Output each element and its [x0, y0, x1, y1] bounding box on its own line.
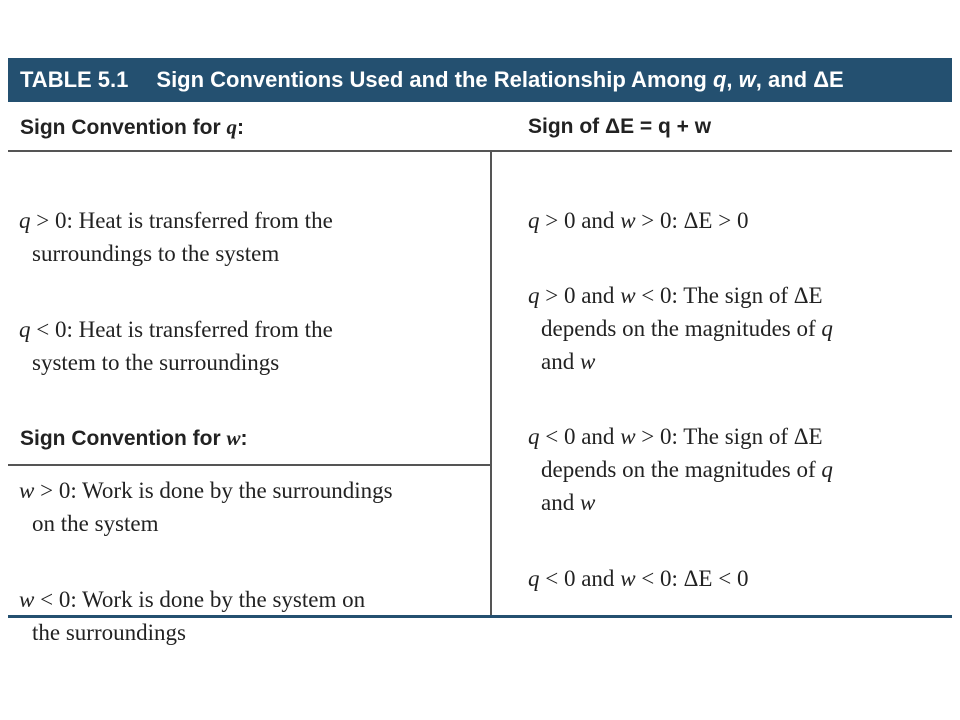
var-q: q: [821, 316, 833, 341]
table-title: [156, 67, 843, 93]
entry-text: and: [541, 349, 580, 374]
entry-text: < 0: ΔE < 0: [635, 566, 749, 591]
entry-text: < 0: Heat is transferred from the: [30, 317, 333, 342]
entry-text-cont: [528, 345, 833, 378]
var-q: q: [19, 317, 31, 342]
title-q: q: [712, 67, 727, 92]
entry-text: < 0 and: [539, 566, 621, 591]
entry-text: depends on the magnitudes of: [541, 316, 822, 341]
entry-text-cont: [528, 486, 833, 519]
header-var: q: [226, 115, 237, 139]
header-sign-convention-w: [20, 426, 248, 451]
var-w: w: [579, 349, 596, 374]
entry-text-cont: [528, 312, 833, 345]
entry-text-cont: the surroundings: [32, 620, 186, 645]
header-sign-delta-e: Sign of ΔE = q + w: [528, 115, 712, 138]
var-q: q: [821, 457, 833, 482]
title-delta-e: ΔE: [813, 67, 844, 92]
header-colon: :: [240, 427, 248, 450]
table-body: [8, 102, 952, 645]
title-sep: ,: [726, 67, 739, 92]
both-negative-entry: [528, 562, 748, 595]
var-w: w: [620, 283, 636, 308]
table-title-bar: [8, 58, 952, 102]
var-w: w: [19, 478, 35, 503]
entry-text: > 0 and: [539, 208, 621, 233]
entry-text: depends on the magnitudes of: [541, 457, 822, 482]
var-w: w: [620, 208, 636, 233]
header-text: Sign Convention for: [20, 427, 227, 450]
entry-text-cont: on the system: [32, 511, 159, 536]
both-positive-entry: [528, 204, 748, 237]
sign-convention-table: [8, 58, 952, 645]
entry-text-cont: surroundings to the system: [32, 241, 280, 266]
table-number: TABLE 5.1: [20, 67, 129, 92]
column-divider: [490, 150, 492, 618]
entry-text: > 0: The sign of ΔE: [635, 424, 823, 449]
title-sep: , and: [755, 67, 814, 92]
var-w: w: [19, 587, 35, 612]
entry-text: > 0: Heat is transferred from the: [30, 208, 333, 233]
title-text: Sign Conventions Used and the Relationship Among: [156, 67, 713, 92]
q-negative-entry: [19, 313, 333, 379]
header-rule: [8, 150, 952, 152]
var-w: w: [620, 566, 636, 591]
header-var: w: [226, 426, 241, 450]
w-header-rule: [8, 464, 491, 466]
entry-text: < 0 and: [539, 424, 621, 449]
var-q: q: [528, 566, 540, 591]
var-w: w: [579, 490, 596, 515]
w-positive-entry: [19, 474, 393, 540]
entry-text-cont: system to the surroundings: [32, 350, 280, 375]
var-q: q: [528, 424, 540, 449]
var-q: q: [19, 208, 31, 233]
entry-text: < 0: Work is done by the system on: [34, 587, 366, 612]
title-w: w: [738, 67, 756, 92]
var-w: w: [620, 424, 636, 449]
entry-text: > 0 and: [539, 283, 621, 308]
var-q: q: [528, 208, 540, 233]
q-neg-w-pos-entry: [528, 420, 833, 519]
w-negative-entry: [19, 583, 365, 649]
header-sign-convention-q: [20, 115, 244, 140]
q-pos-w-neg-entry: [528, 279, 833, 378]
entry-text: > 0: ΔE > 0: [635, 208, 749, 233]
entry-text: > 0: Work is done by the surroundings: [34, 478, 393, 503]
header-text: Sign Convention for: [20, 116, 227, 139]
var-q: q: [528, 283, 540, 308]
entry-text: < 0: The sign of ΔE: [635, 283, 823, 308]
q-positive-entry: [19, 204, 333, 270]
entry-text-cont: [528, 453, 833, 486]
header-colon: :: [236, 116, 244, 139]
entry-text: and: [541, 490, 580, 515]
